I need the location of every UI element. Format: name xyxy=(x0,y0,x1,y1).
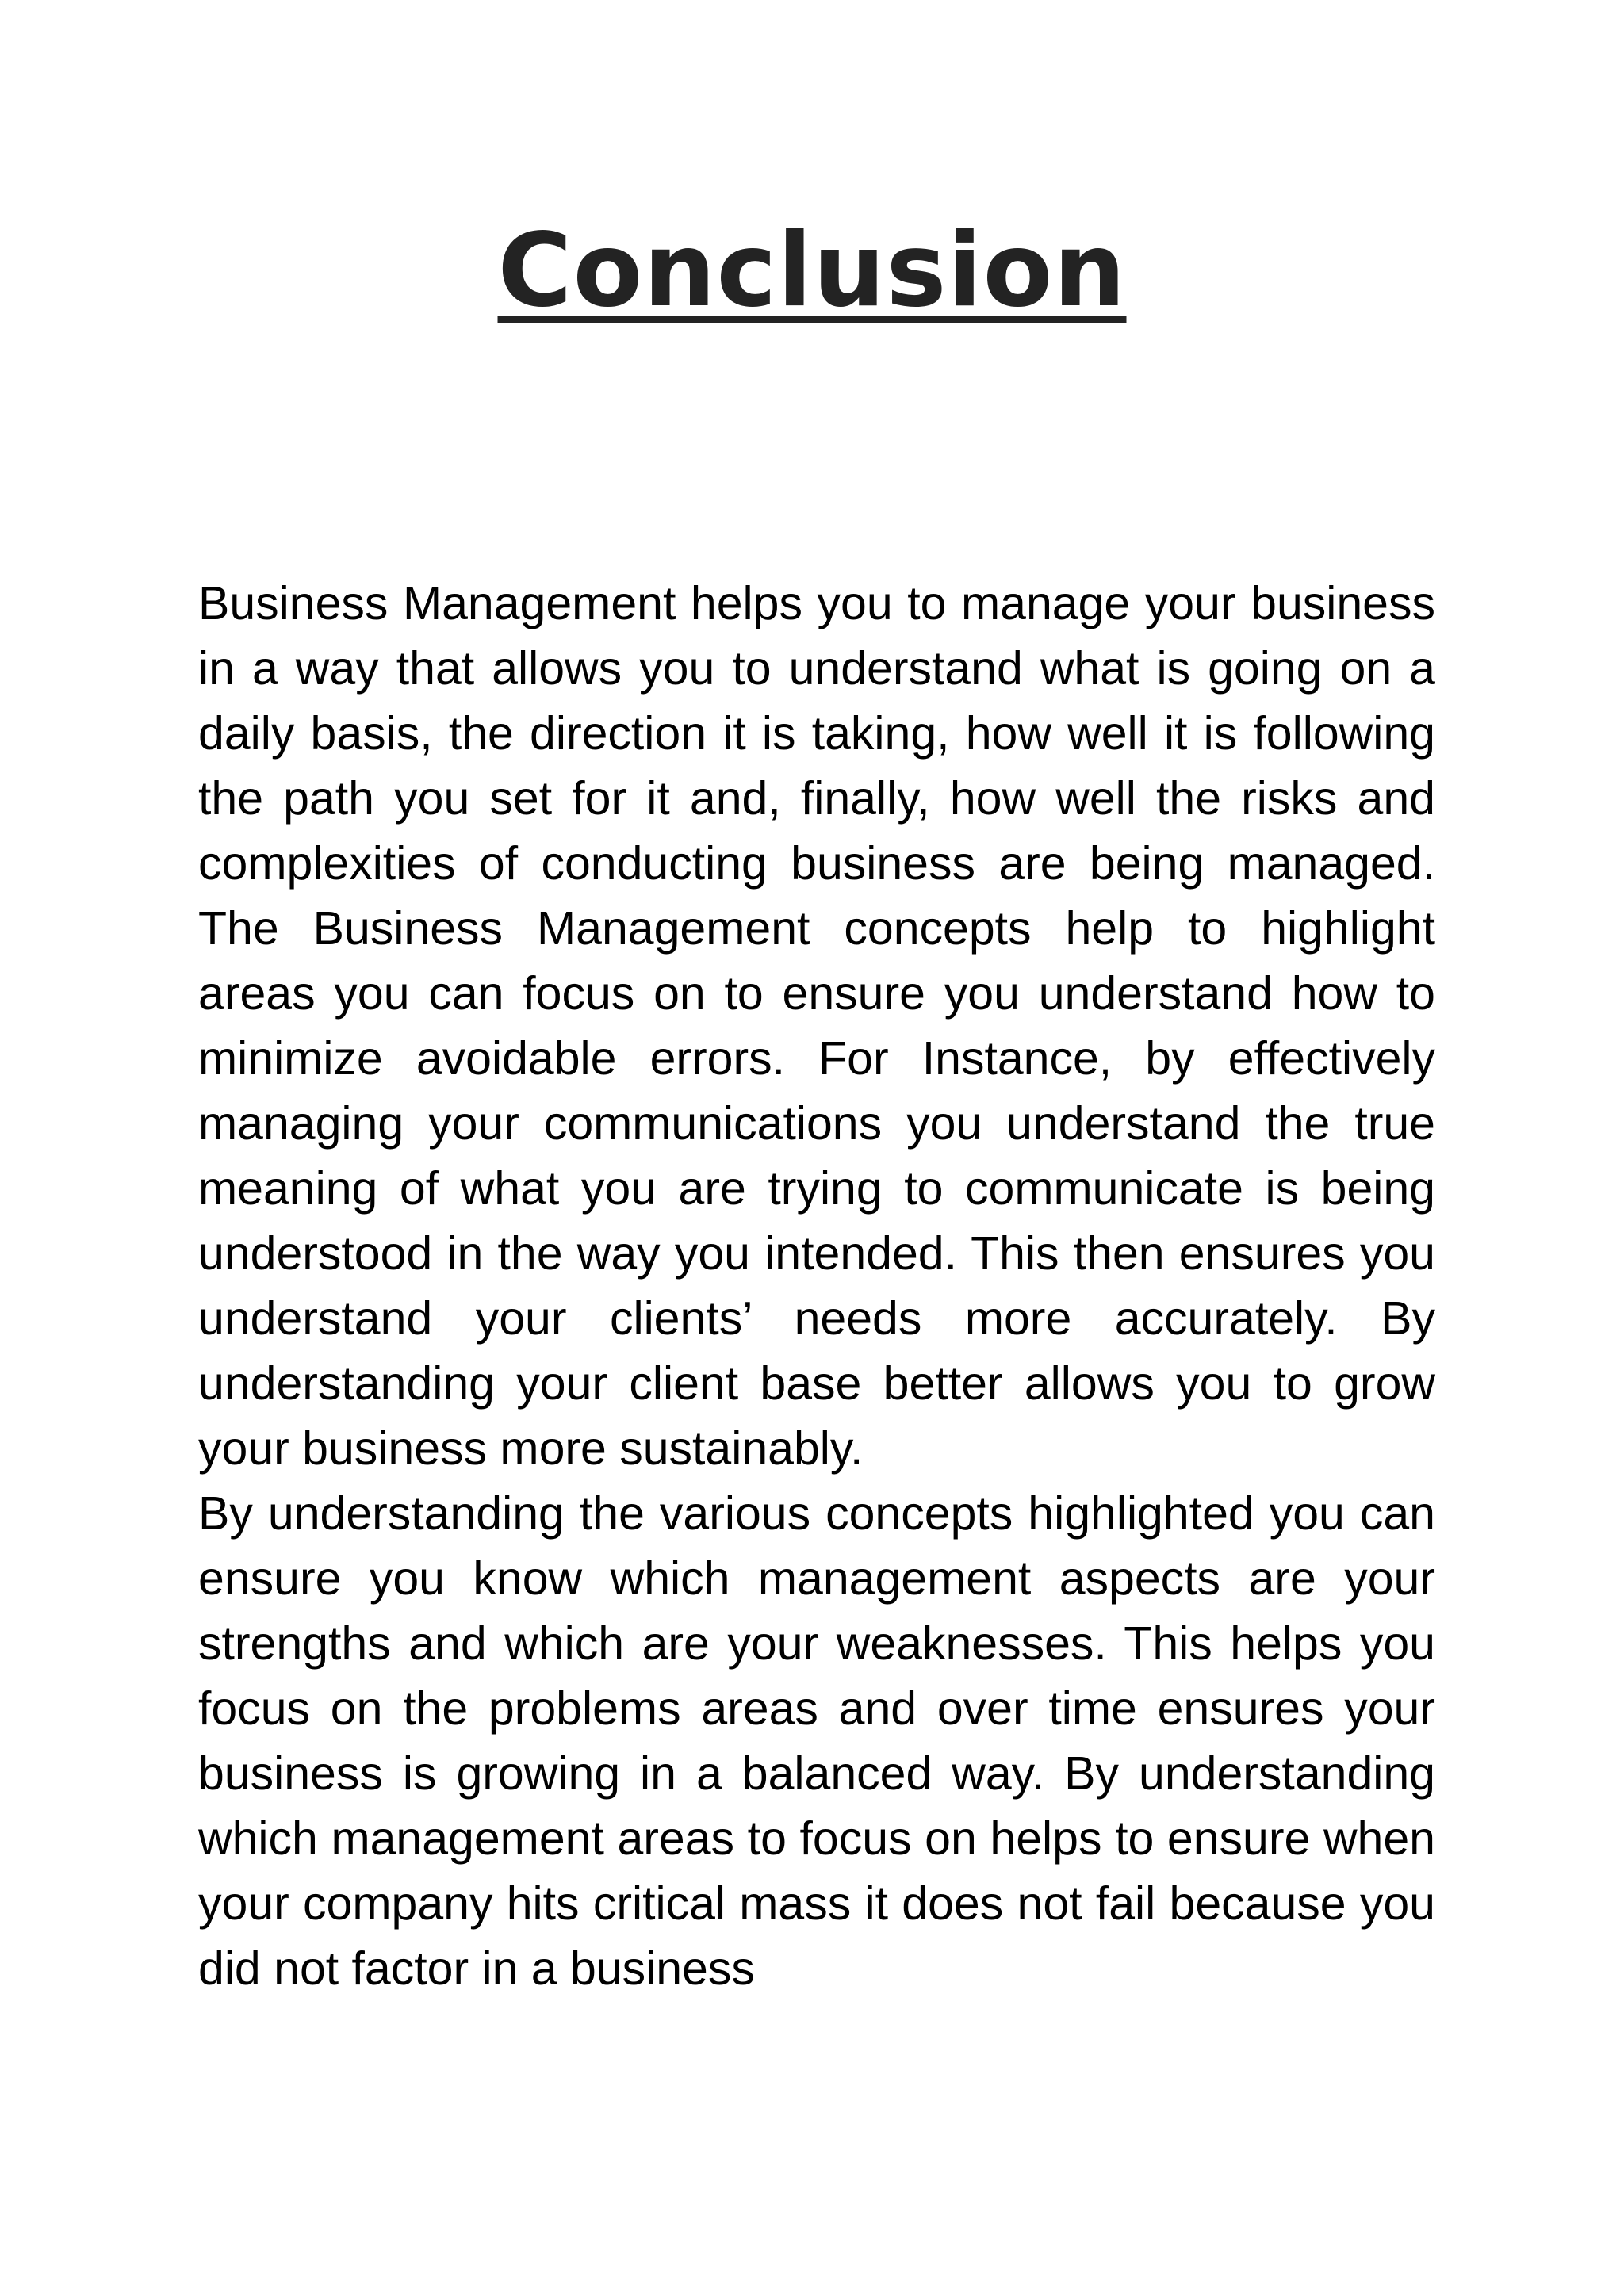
body-text xyxy=(198,571,1435,2001)
paragraph-1: Business Management helps you to manage your business in a way that allows you to understand what is going on a daily basis, the direction it is taking, how well it is following the path you set for it and, finally, how well the risks and complexities of conducting business are being managed. The Business Management concepts help to highlight areas you can focus on to ensure you understand how to minimize avoidable errors. For Instance, by effectively managing your communications you understand the true meaning of what you are trying to communicate is being understood in the way you intended. This then ensures you understand your clients’ needs more accurately. By understanding your client base better allows you to grow your business more sustainably. xyxy=(198,577,1435,1475)
page-title xyxy=(0,208,1624,335)
page-title-text: Conclusion xyxy=(497,212,1127,330)
paragraph-2: By understanding the various concepts highlighted you can ensure you know which management aspects are your strengths and which are your weaknesses. This helps you focus on the problems areas and over time ensures your business is growing in a balanced way. By understanding which management areas to focus on helps to ensure when your company hits critical mass it does not fail because you did not factor in a business xyxy=(198,1487,1435,1995)
